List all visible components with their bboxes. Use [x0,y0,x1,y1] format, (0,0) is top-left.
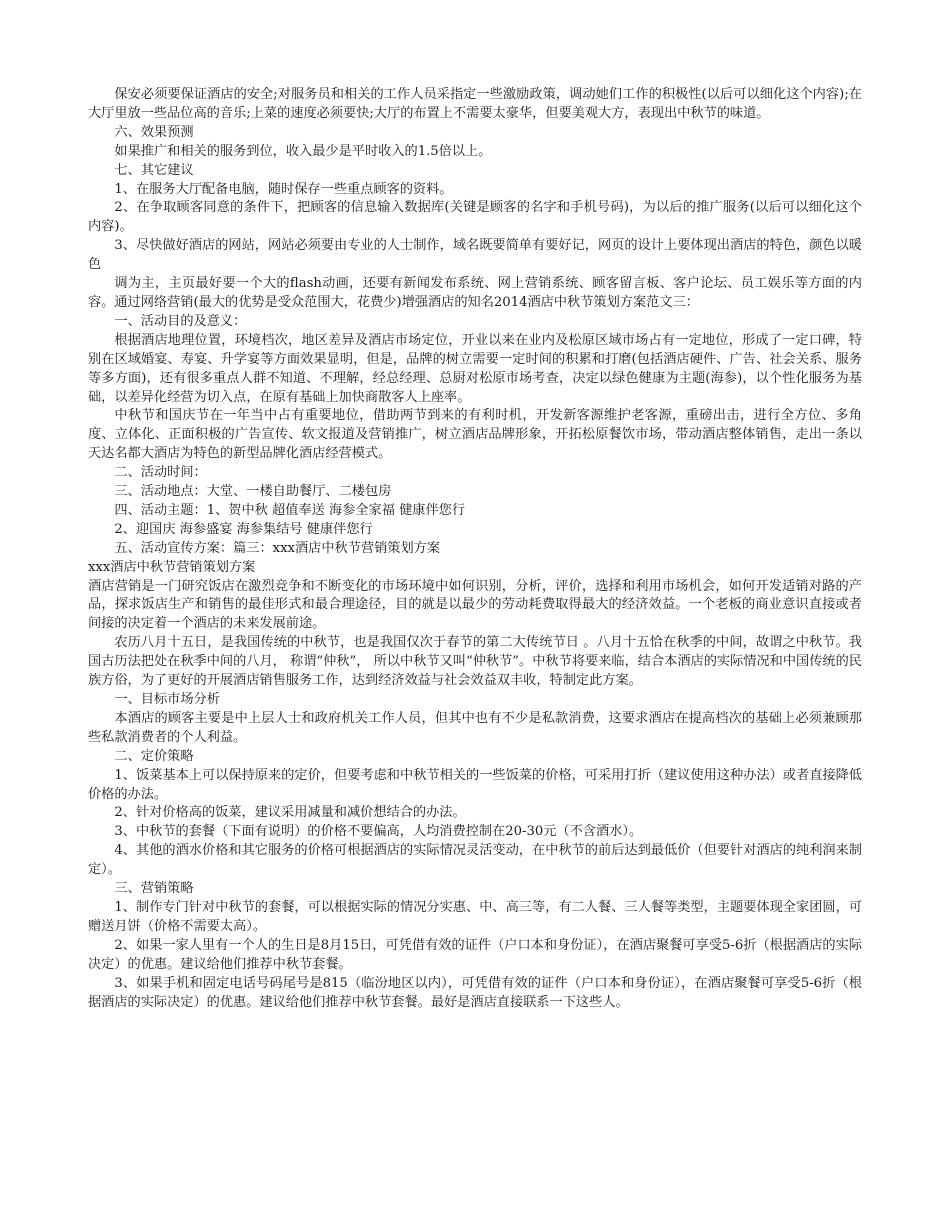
paragraph-effect-forecast: 如果推广和相关的服务到位，收入最少是平时收入的1.5倍以上。 [114,143,492,159]
heading-pricing: 二、定价策略 [114,748,194,764]
heading-effect-forecast: 六、效果预测 [114,124,194,140]
paragraph-pricing-4: 4、其他的酒水价格和其它服务的价格可根据酒店的实际情况灵活变动，在中秋节的前后达到最低价（但要针对酒店的纯利润来制定）。 [88,843,862,878]
heading-plan-title: xxx酒店中秋节营销策划方案 [88,559,256,575]
paragraph-hotel-marketing: 酒店营销是一门研究饭店在激烈竞争和不断变化的市场环境中如何识别，分析，评价，选择和利用市场机会，如何开发适销对路的产品，探求饭店生产和销售的最佳形式和最合理途径，目的就是以最少的劳动耗费取得最大的经济效益。一个老板的商业意识直接或者间接的决定着一个酒店的未来发展前途。 [88,578,862,632]
paragraph-hotel-positioning: 根据酒店地理位置，环境档次，地区差异及酒店市场定位，开业以来在业内及松原区域市场占有一定地位，形成了一定口碑，特别在区域婚宴、寿宴、升学宴等方面效果显明，但是，品牌的树立需要一定时间的积累和打磨(包括酒店硬件、广告、社会关系、服务等多方面)，还有很多重点人群不知道、不理解，经总经理、总厨对松原市场考查，决定以绿色健康为主题(海参)，以个性化服务为基础，以差异化经营为切入点，在原有基础上加快商散客人上座率。 [88,332,862,405]
paragraph-activity-theme: 四、活动主题：1、贺中秋 超值奉送 海参全家福 健康伴您行 [114,502,466,518]
paragraph-strategy-2: 2、如果一家人里有一个人的生日是8月15日，可凭借有效的证件（户口本和身份证），在酒店聚餐可享受5-6折（根据酒店的实际决定）的优惠。建议给他们推荐中秋节套餐。 [88,937,862,972]
heading-target-market: 一、目标市场分析 [114,692,220,707]
heading-activity-purpose: 一、活动目的及意义： [114,313,247,329]
paragraph-activity-location: 三、活动地点：大堂、一楼自助餐厅、二楼包房 [114,484,392,500]
paragraph-pricing-1: 1、饭菜基本上可以保持原来的定价，但要考虑和中秋节相关的一些饭菜的价格，可采用打折（建议使用这种办法）或者直接降低价格的办法。 [88,767,862,802]
paragraph-strategy-1: 1、制作专门针对中秋节的套餐，可以根据实际的情况分实惠、中、高三等，有二人餐、三人餐等类型，主题要体现全家团圆，可赠送月饼（价格不需要太高）。 [88,899,862,934]
heading-other-suggestions: 七、其它建议 [114,162,194,178]
paragraph-pricing-2: 2、针对价格高的饭菜，建议采用减量和减价想结合的办法。 [114,805,466,821]
paragraph-suggestion-1: 1、在服务大厅配备电脑，随时保存一些重点顾客的资料。 [114,181,453,197]
paragraph-festivals: 中秋节和国庆节在一年当中占有重要地位，借助两节到来的有利时机，开发新客源维护老客源，重磅出击，进行全方位、多角度、立体化、正面积极的广告宣传、软文报道及营销推广，树立酒店品牌形象，开拓松原餐饮市场，带动酒店整体销售，走出一条以天达名都大酒店为特色的新型品牌化酒店经营模式。 [88,408,862,462]
paragraph-promotion-plan: 五、活动宣传方案：篇三：xxx酒店中秋节营销策划方案 [114,540,441,556]
paragraph-suggestion-2: 2、在争取顾客同意的条件下，把顾客的信息输入数据库(关键是顾客的名字和手机号码)，为以后的推广服务(以后可以细化这个内容)。 [88,200,862,235]
paragraph-suggestion-3: 3、尽快做好酒店的网站，网站必须要由专业的人士制作，域名既要简单有要好记，网页的设计上要体现出酒店的特色，颜色以暖色 [88,238,862,273]
paragraph-pricing-3: 3、中秋节的套餐（下面有说明）的价格不要偏高，人均消费控制在20-30元（不含酒水）。 [114,824,643,840]
heading-activity-time: 二、活动时间： [114,465,207,481]
paragraph-theme-2: 2、迎国庆 海参盛宴 海参集结号 健康伴您行 [114,521,373,537]
paragraph-mid-autumn: 农历八月十五日，是我国传统的中秋节，也是我国仅次于春节的第二大传统节日 。八月十五恰在秋季的中间，故谓之中秋节。我国古历法把处在秋季中间的八月， 称谓“仲秋”， 所以中秋节又叫“仲秋节”。中秋节将要来临，结合本酒店的实际情况和中国传统的民族方俗，为了更好的开展酒店销售服务工作，达到经济效益与社会效益双丰收，特制定此方案。 [88,635,862,689]
paragraph-security-staff: 保安必须要保证酒店的安全;对服务员和相关的工作人员采指定一些激励政策，调动她们工作的积极性(以后可以细化这个内容);在大厅里放一些品位高的音乐;上菜的速度必须要快;大厅的布置上不需要太豪华，但要美观大方，表现出中秋节的味道。 [88,87,862,121]
heading-marketing-strategy: 三、营销策略 [114,881,194,897]
paragraph-target-market: 本酒店的顾客主要是中上层人士和政府机关工作人员，但其中也有不少是私款消费，这要求酒店在提高档次的基础上必须兼顾那些私款消费者的个人利益。 [88,710,862,745]
paragraph-strategy-3: 3、如果手机和固定电话号码尾号是815（临汾地区以内），可凭借有效的证件（户口本和身份证），在酒店聚餐可享受5-6折（根据酒店的实际决定）的优惠。建议给他们推荐中秋节套餐。最好是酒店直接联系一下这些人。 [88,975,862,1010]
paragraph-website: 调为主，主页最好要一个大的flash动画，还要有新闻发布系统、网上营销系统、顾客留言板、客户论坛、员工娱乐等方面的内容。通过网络营销(最大的优势是受众范围大，花费少)增强酒店的知名2014酒店中秋节策划方案范文三： [88,276,862,310]
